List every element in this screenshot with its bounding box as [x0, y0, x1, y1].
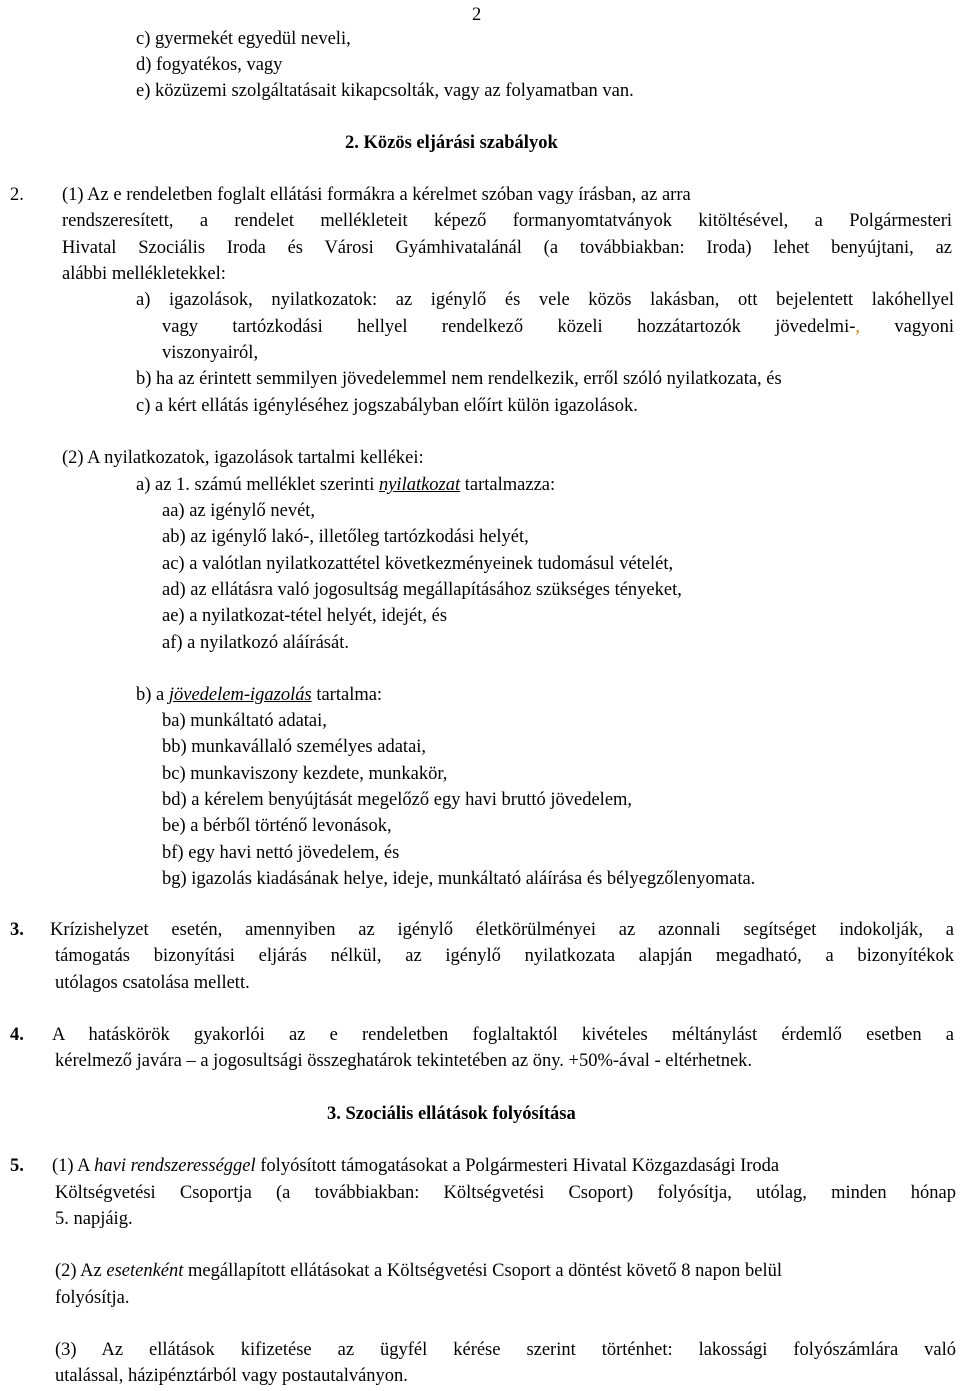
p2-item-b: b) ha az érintett semmilyen jövedelemmel nem rendelkezik, erről szóló nyilatkozata, és: [136, 369, 782, 389]
p2-sub2-b-title: b) a jövedelem-igazolás tartalma:: [136, 685, 383, 705]
paragraph-number-3: 3.: [10, 920, 24, 940]
p2-sub2-title: (2) A nyilatkozatok, igazolások tartalmi kellékei:: [62, 448, 424, 468]
list-item: bd) a kérelem benyújtását megelőző egy havi bruttó jövedelem,: [162, 790, 633, 810]
intro-item-c: c) gyermekét egyedül neveli,: [136, 29, 351, 49]
p5-sub2-line-1: (2) Az esetenként megállapított ellátásokat a Költségvetési Csoport a döntést követő 8 napon belül: [55, 1261, 782, 1281]
paragraph-number-4: 4.: [10, 1025, 24, 1045]
p5-sub3-line-2: utalással, házipénztárból vagy postautalványon.: [55, 1366, 408, 1386]
p2-line-2: rendszeresített, a rendelet mellékleteit képező formanyomtatványok kitöltésével, a Polgármesteri: [62, 211, 952, 231]
list-item: ad) az ellátásra való jogosultság megállapításához szükséges tényeket,: [162, 580, 682, 600]
page-number: 2: [472, 5, 482, 25]
list-item: ab) az igénylő lakó-, illetőleg tartózkodási helyét,: [162, 527, 529, 547]
list-item: bf) egy havi nettó jövedelem, és: [162, 843, 400, 863]
list-item: aa) az igénylő nevét,: [162, 501, 316, 521]
p2-item-c: c) a kért ellátás igényléséhez jogszabályban előírt külön igazolások.: [136, 396, 638, 416]
p5-sub3-line-1: (3) Az ellátások kifizetése az ügyfél kérése szerint történhet: lakossági folyószámlára való: [55, 1340, 956, 1360]
list-item: ac) a valótlan nyilatkozattétel következményeinek tudomásul vételét,: [162, 554, 674, 574]
section-heading-procedures: 2. Közös eljárási szabályok: [345, 133, 558, 153]
list-item: bb) munkavállaló személyes adatai,: [162, 737, 427, 757]
list-item: bg) igazolás kiadásának helye, ideje, munkáltató aláírása és bélyegzőlenyomata.: [162, 869, 756, 889]
paragraph-number-5: 5.: [10, 1156, 24, 1176]
p3-line-3: utólagos csatolása mellett.: [55, 973, 250, 993]
p3-line-1: Krízishelyzet esetén, amennyiben az igénylő életkörülményei az azonnali segítséget indokolják, a: [50, 920, 954, 940]
section-heading-disbursement: 3. Szociális ellátások folyósítása: [327, 1104, 576, 1124]
p5-sub2-line-2: folyósítja.: [55, 1288, 130, 1308]
paragraph-number-2: 2.: [10, 185, 24, 205]
p2-line-4: alábbi mellékletekkel:: [62, 264, 226, 284]
p5-line-1: (1) A havi rendszerességgel folyósított támogatásokat a Polgármesteri Hivatal Közgazdasági Iroda: [52, 1156, 780, 1176]
p4-line-1: A hatáskörök gyakorlói az e rendeletben foglaltaktól kivételes méltánylást érdemlő esetben a: [52, 1025, 954, 1045]
p2-item-a-line-1: a) igazolások, nyilatkozatok: az igénylő és vele közös lakásban, ott bejelentett lakóhellyel: [136, 290, 954, 310]
p3-line-2: támogatás bizonyítási eljárás nélkül, az igénylő nyilatkozata alapján megadható, a bizonyítékok: [55, 946, 954, 966]
p2-item-a-line-3: viszonyairól,: [162, 343, 259, 363]
list-item: af) a nyilatkozó aláírását.: [162, 633, 349, 653]
p2-line-3: Hivatal Szociális Iroda és Városi Gyámhivatalánál (a továbbiakban: Iroda) lehet benyújtani, az: [62, 238, 952, 258]
intro-item-e: e) közüzemi szolgáltatásait kikapcsolták, vagy az folyamatban van.: [136, 81, 634, 101]
list-item: ae) a nyilatkozat-tétel helyét, idejét, és: [162, 606, 448, 626]
list-item: bc) munkaviszony kezdete, munkakör,: [162, 764, 448, 784]
p2-sub2-a-title: a) az 1. számú melléklet szerinti nyilatkozat tartalmazza:: [136, 475, 556, 495]
p2-line-1: (1) Az e rendeletben foglalt ellátási formákra a kérelmet szóban vagy írásban, az arra: [62, 185, 691, 205]
p5-line-2: Költségvetési Csoportja (a továbbiakban: Költségvetési Csoport) folyósítja, utólag, minden hónap: [55, 1183, 956, 1203]
intro-item-d: d) fogyatékos, vagy: [136, 55, 283, 75]
p5-line-3: 5. napjáig.: [55, 1209, 133, 1229]
p4-line-2: kérelmező javára – a jogosultsági összeghatárok tekintetében az öny. +50%-ával - eltérhetnek.: [55, 1051, 753, 1071]
list-item: be) a bérből történő levonások,: [162, 816, 392, 836]
p2-item-a-line-2: vagy tartózkodási hellyel rendelkező közeli hozzátartozók jövedelmi-, vagyoni: [162, 317, 955, 337]
list-item: ba) munkáltató adatai,: [162, 711, 327, 731]
